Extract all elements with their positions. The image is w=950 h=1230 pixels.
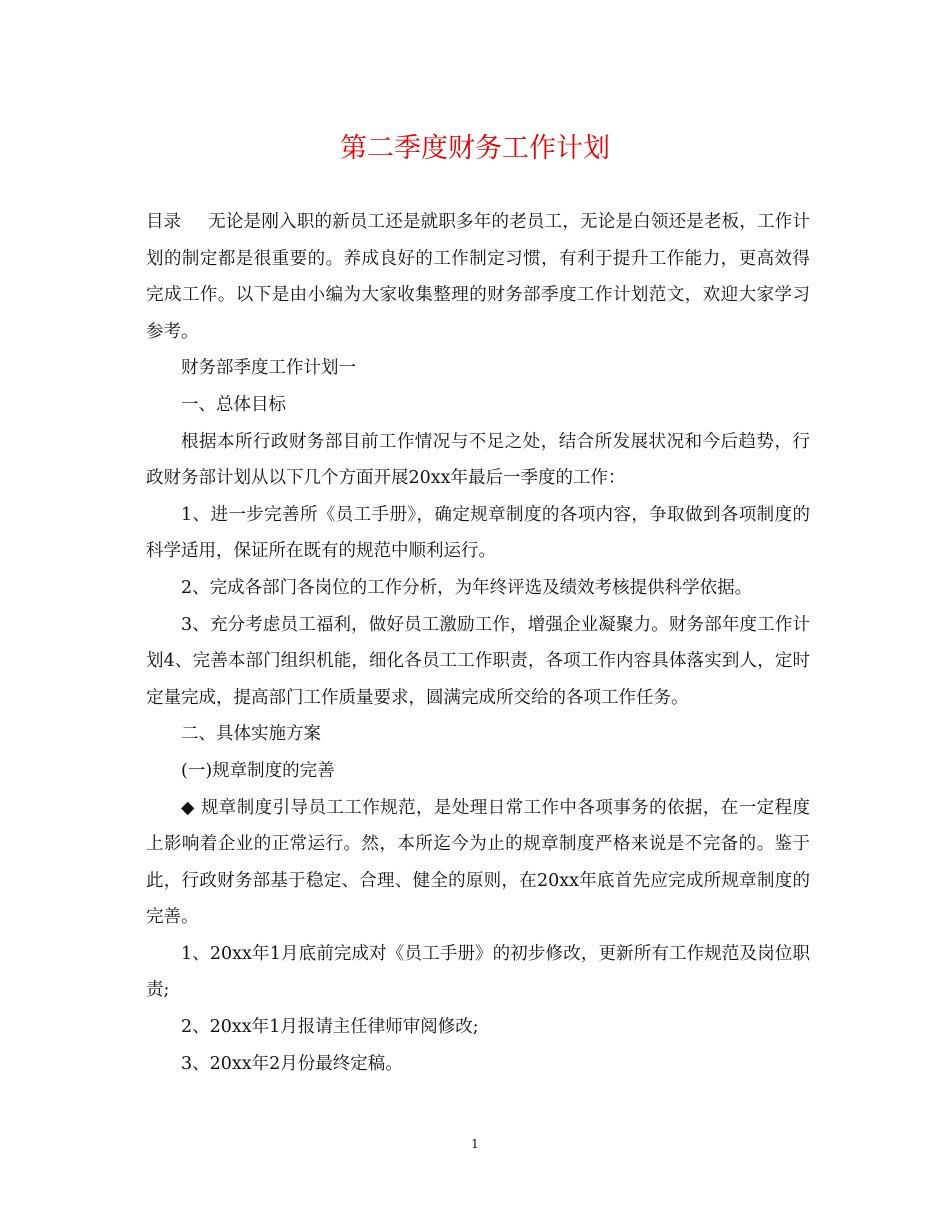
list-item-rules-1: 1、20xx年1月底前完成对《员工手册》的初步修改，更新所有工作规范及岗位职责; — [146, 943, 810, 1001]
list-item-goal-2: 2、完成各部门各岗位的工作分析，为年终评选及绩效考核提供科学依据。 — [181, 577, 753, 598]
intro-paragraph — [146, 204, 810, 350]
intro-text: 无论是刚入职的新员工还是就职多年的老员工，无论是白领还是老板，工作计划的制定都是很重要的。养成良好的工作制定习惯，有利于提升工作能力，更高效得完成工作。以下是由小编为大家收集整理的财务部季度工作计划范文，欢迎大家学习参考。 — [146, 212, 810, 342]
document-body — [146, 204, 810, 1082]
section-heading-implementation: 二、具体实施方案 — [181, 724, 321, 745]
subsection-heading-rules: (一)规章制度的完善 — [181, 760, 335, 781]
section-heading-plan-one: 财务部季度工作计划一 — [181, 358, 356, 379]
list-item-goal-1: 1、进一步完善所《员工手册》，确定规章制度的各项内容，争取做到各项制度的科学适用，保证所在既有的规范中顺利运行。 — [146, 504, 810, 562]
page-number: 1 — [471, 1137, 479, 1151]
paragraph-rules-description: ◆ 规章制度引导员工工作规范，是处理日常工作中各项事务的依据，在一定程度上影响着企业的正常运行。然，本所迄今为止的规章制度严格来说是不完备的。鉴于此，行政财务部基于稳定、合理、健全的原则，在20xx年底首先应完成所规章制度的完善。 — [146, 797, 810, 928]
list-item-rules-3: 3、20xx年2月份最终定稿。 — [181, 1053, 403, 1074]
document-title: 第二季度财务工作计划 — [340, 133, 610, 164]
paragraph-goal-description: 根据本所行政财务部目前工作情况与不足之处，结合所发展状况和今后趋势，行政财务部计划从以下几个方面开展20xx年最后一季度的工作： — [146, 431, 810, 489]
list-item-rules-2: 2、20xx年1月报请主任律师审阅修改; — [181, 1017, 479, 1038]
section-heading-overall-goal: 一、总体目标 — [181, 394, 286, 415]
list-item-goal-3: 3、充分考虑员工福利，做好员工激励工作，增强企业凝聚力。财务部年度工作计划4、完善本部门组织机能，细化各员工工作职责，各项工作内容具体落实到人，定时定量完成，提高部门工作质量要求，圆满完成所交给的各项工作任务。 — [146, 614, 810, 708]
toc-label: 目录 — [146, 212, 181, 232]
